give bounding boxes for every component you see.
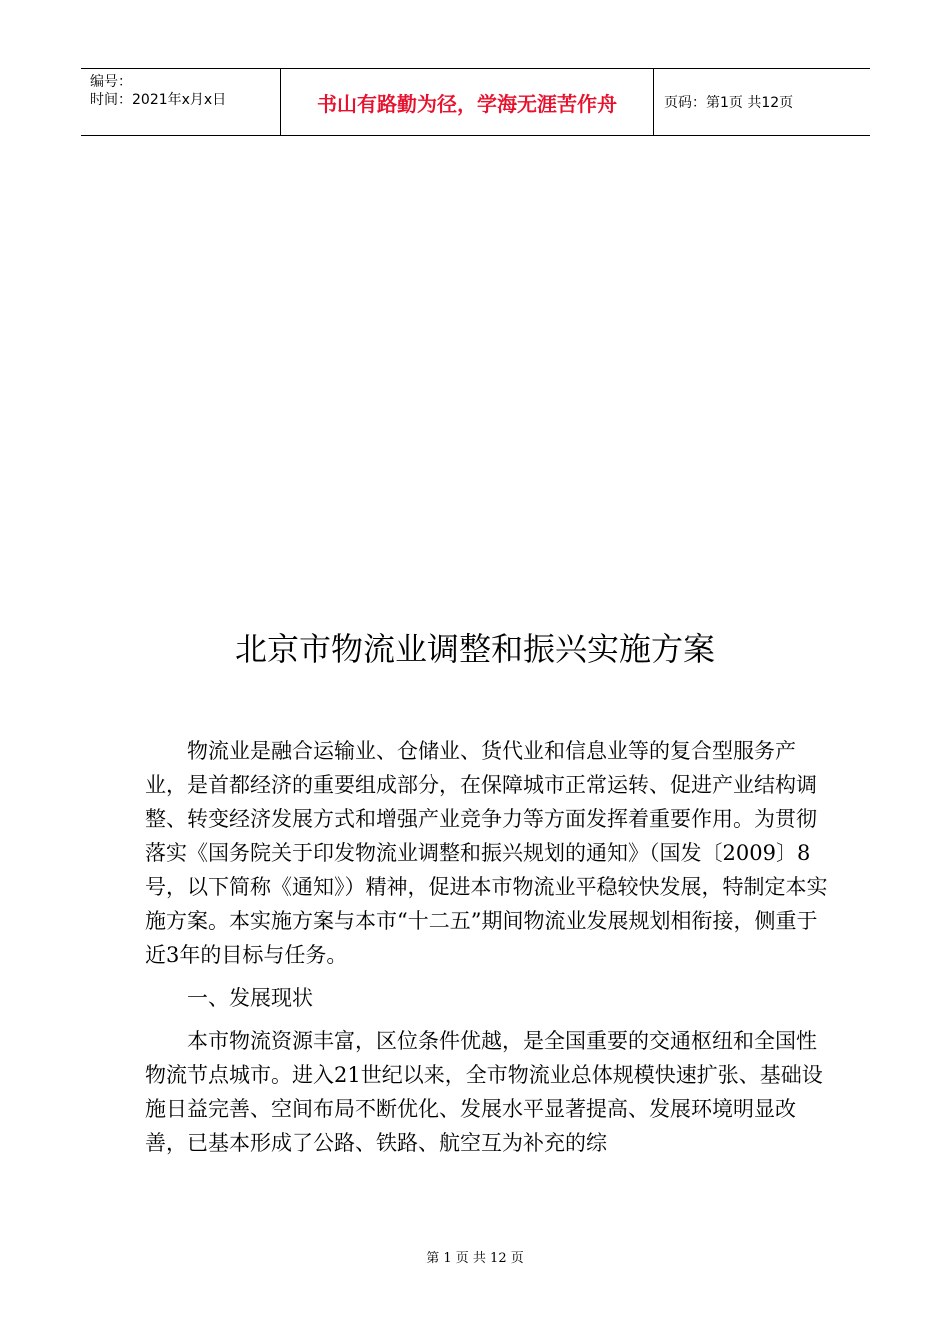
document-title: 北京市物流业调整和振兴实施方案: [234, 630, 715, 668]
number-label: 编号：: [90, 74, 132, 90]
page-info: 页码：第1页 共12页: [664, 95, 794, 111]
paragraph-status: 本市物流资源丰富，区位条件优越，是全国重要的交通枢纽和全国性物流节点城市。进入21世纪以来，全市物流业总体规模快速扩张、基础设施日益完善、空间布局不断优化、发展水平显著提高、发展环境明显改善，已基本形成了公路、铁路、航空互为补充的综: [145, 1029, 823, 1155]
header-page-cell: [654, 69, 870, 135]
section-heading: 一、发展现状: [187, 986, 313, 1010]
header-meta-cell: [81, 69, 281, 135]
document-body: [145, 734, 835, 1160]
motto-text: 书山有路勤为径，学海无涯苦作舟: [317, 91, 617, 116]
page-footer: 第 1 页 共 12 页: [426, 1251, 524, 1266]
date-label: 时间：2021年x月x日: [90, 92, 227, 108]
header-motto-cell: [281, 69, 654, 135]
header-table: [81, 68, 870, 136]
paragraph-intro: 物流业是融合运输业、仓储业、货代业和信息业等的复合型服务产业，是首都经济的重要组成部分，在保障城市正常运转、促进产业结构调整、转变经济发展方式和增强产业竞争力等方面发挥着重要作用。为贯彻落实《国务院关于印发物流业调整和振兴规划的通知》（国发〔2009〕8号，以下简称《通知》）精神，促进本市物流业平稳较快发展，特制定本实施方案。本实施方案与本市“十二五”期间物流业发展规划相衔接，侧重于近3年的目标与任务。: [145, 739, 828, 967]
